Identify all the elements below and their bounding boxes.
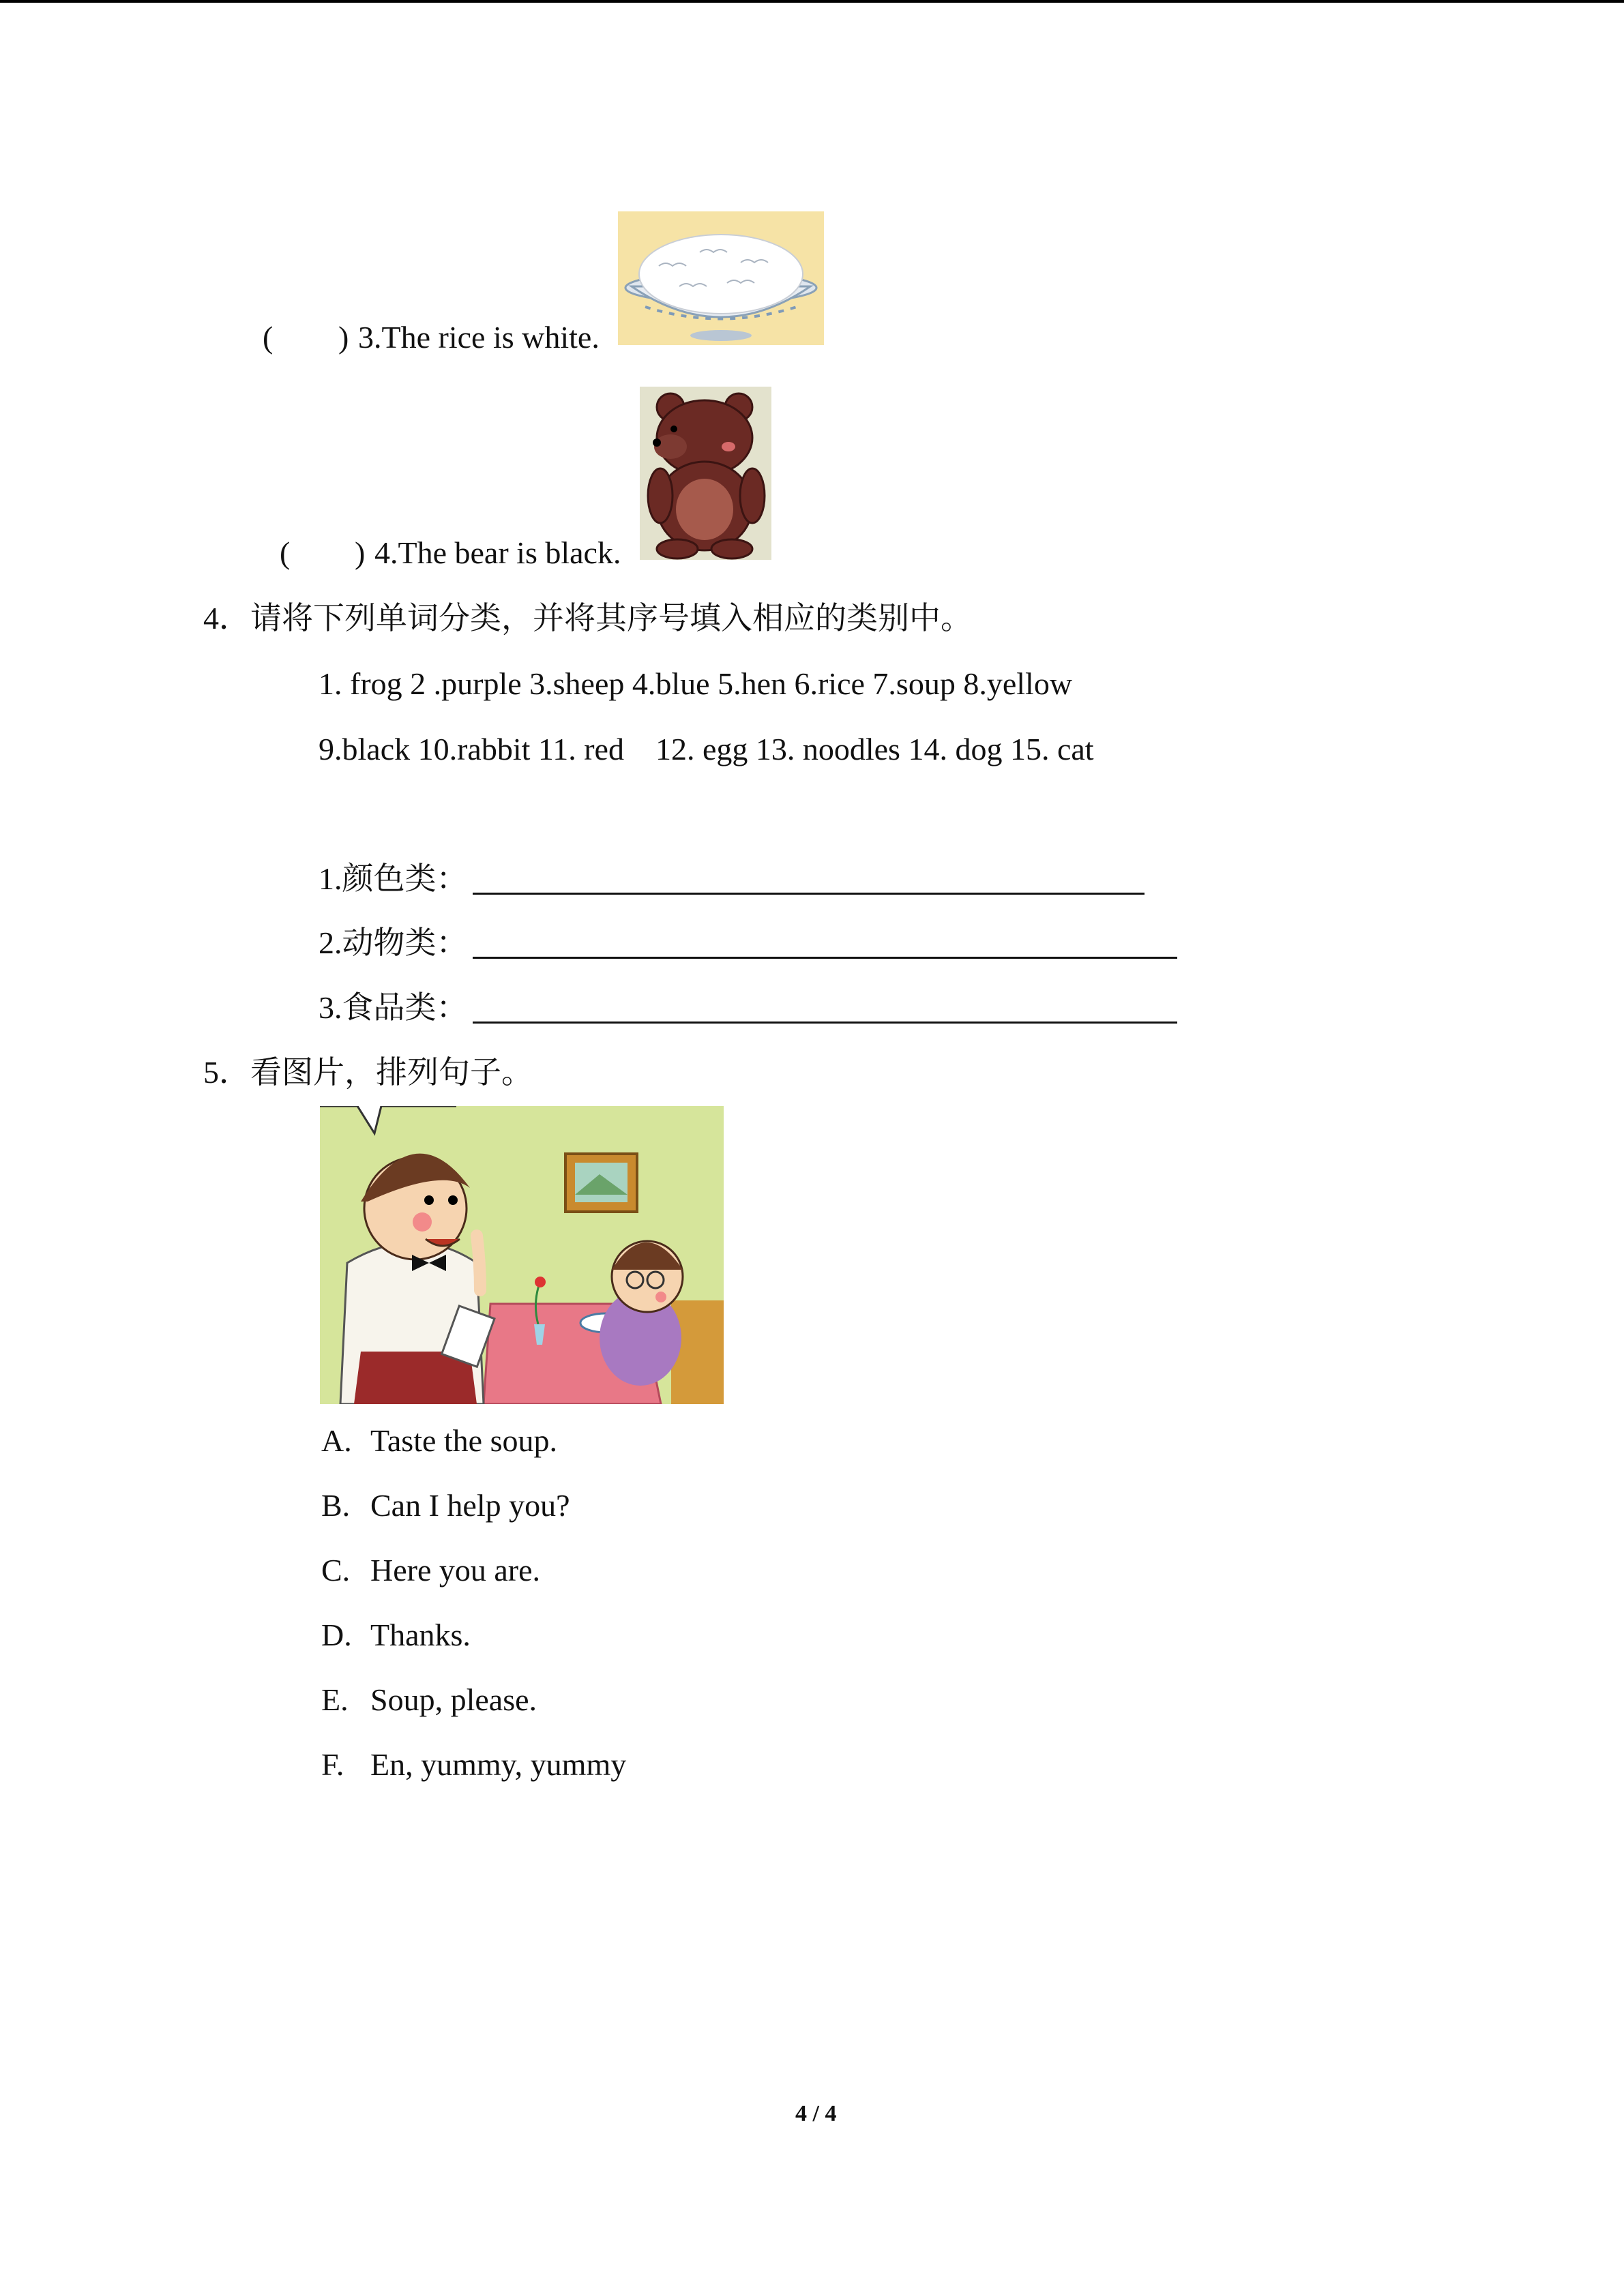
category-colors-blank[interactable] (473, 893, 1145, 895)
restaurant-scene-image (320, 1106, 724, 1404)
category-animals-label: 2.动物类： (319, 925, 468, 960)
option-a-text: Taste the soup. (370, 1423, 558, 1458)
answer-paren-open: ( (263, 320, 274, 355)
word-list-line-1: 1. frog 2 .purple 3.sheep 4.blue 5.hen 6.rice 7.soup 8.yellow (319, 666, 1073, 701)
category-food-label: 3.食品类： (319, 990, 468, 1025)
option-letter: F. (321, 1747, 344, 1782)
option-e-text: Soup, please. (370, 1682, 537, 1717)
option-letter: E. (321, 1682, 349, 1717)
page-number: 4 / 4 (795, 2101, 837, 2126)
word-list-line-2: 9.black 10.rabbit 11. red 12. egg 13. noodles 14. dog 15. cat (319, 732, 1094, 766)
restaurant-scene-illustration (320, 1106, 724, 1404)
question-4-heading: 4．请将下列单词分类，并将其序号填入相应的类别中。 (203, 601, 972, 636)
answer-paren-close: ) (355, 535, 366, 570)
option-c-text: Here you are. (370, 1553, 541, 1587)
option-letter: D. (321, 1617, 352, 1652)
bear-image (640, 387, 771, 560)
category-animals-blank[interactable] (473, 957, 1177, 959)
answer-paren-close: ) (338, 320, 349, 355)
option-d-text: Thanks. (370, 1617, 471, 1652)
option-b-text: Can I help you? (370, 1488, 570, 1523)
category-food-blank[interactable] (473, 1022, 1177, 1024)
page-top-rule (0, 0, 1624, 3)
option-letter: B. (321, 1488, 351, 1523)
item-3-sentence: 3.The rice is white. (358, 320, 600, 355)
rice-bowl-illustration (618, 211, 824, 345)
answer-paren-open: ( (280, 535, 291, 570)
option-letter: A. (321, 1423, 352, 1458)
bear-illustration (640, 387, 771, 560)
question-5-heading: 5．看图片，排列句子。 (203, 1055, 533, 1090)
category-colors-label: 1.颜色类： (319, 861, 468, 896)
option-f-text: En, yummy, yummy (370, 1747, 627, 1782)
rice-bowl-image (618, 211, 824, 345)
item-4-sentence: 4.The bear is black. (374, 535, 621, 570)
option-letter: C. (321, 1553, 351, 1587)
